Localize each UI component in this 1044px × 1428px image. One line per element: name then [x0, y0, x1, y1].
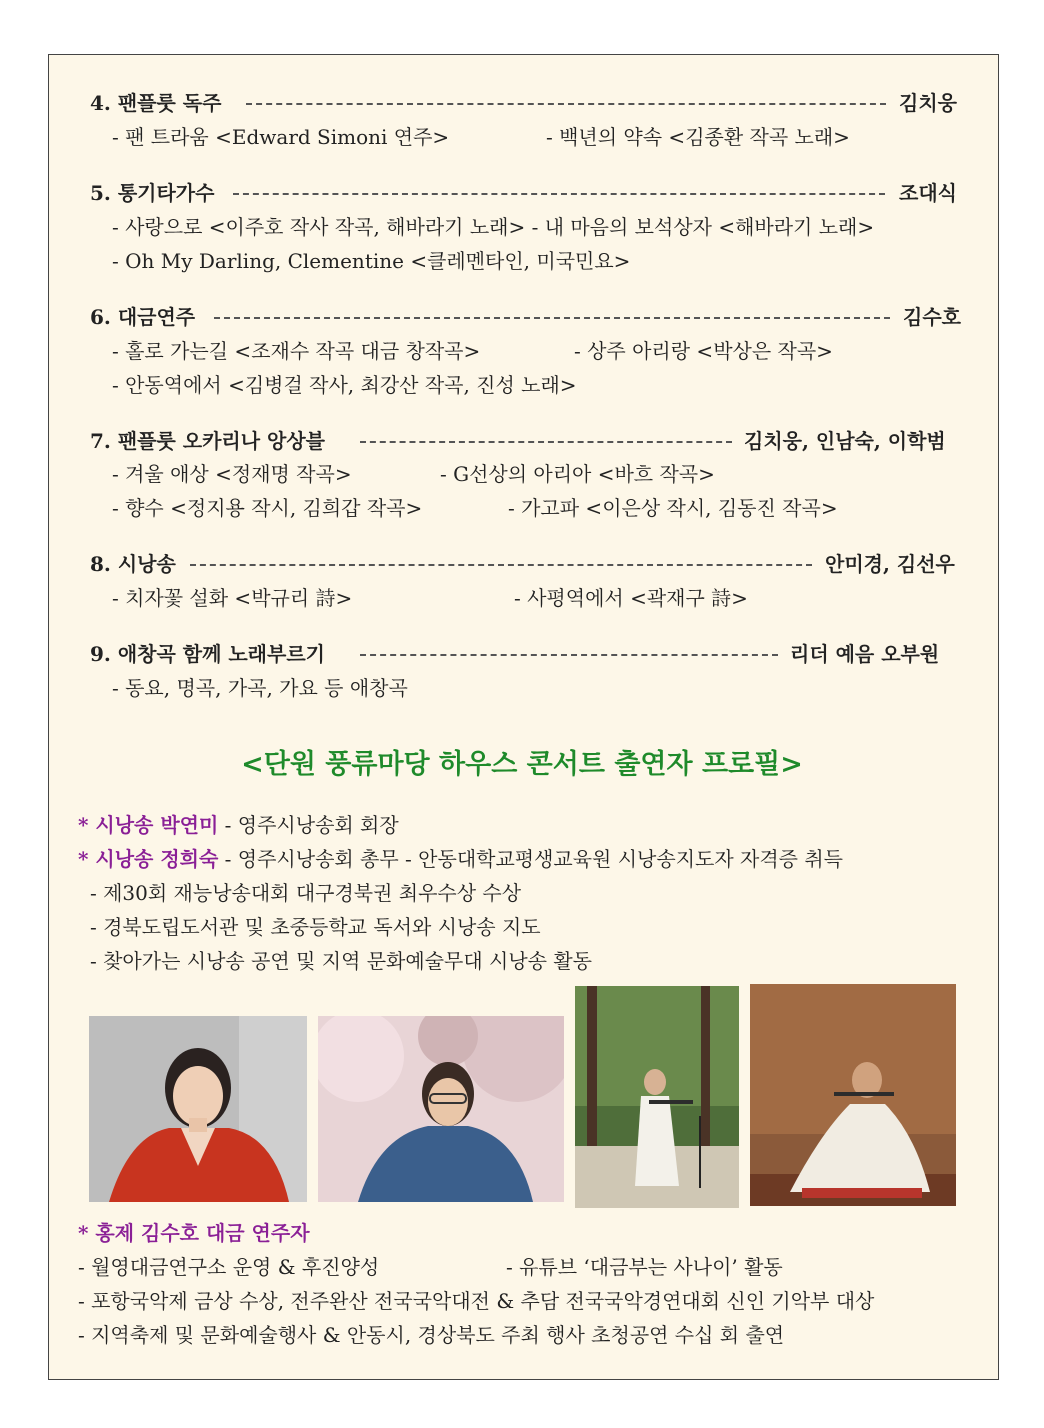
program-line: - 안동역에서 <김병걸 작사, 최강산 작곡, 진성 노래>	[112, 373, 577, 397]
profile-desc: - 영주시낭송회 총무 - 안동대학교평생교육원 시낭송지도자 자격증 취득	[218, 847, 843, 871]
dotted-leader	[190, 564, 812, 566]
photo-jeong-huisuk	[318, 1016, 564, 1202]
profile-name: * 시낭송 정희숙	[78, 847, 219, 871]
profile-name: * 시낭송 박연미	[78, 813, 219, 837]
dotted-leader	[246, 103, 886, 105]
dotted-leader	[214, 317, 890, 319]
photo-park-yeonmi	[89, 1016, 307, 1202]
program-title-9: 9. 애창곡 함께 노래부르기	[90, 642, 325, 666]
profile-kim-name: * 홍제 김수호 대금 연주자	[78, 1221, 310, 1245]
program-line: - 겨울 애상 <정재명 작곡>	[112, 462, 352, 486]
program-line: - G선상의 아리아 <바흐 작곡>	[440, 462, 715, 486]
program-title-7: 7. 팬플룻 오카리나 앙상블	[90, 429, 325, 453]
program-line: - 향수 <정지용 작시, 김희갑 작곡>	[112, 496, 423, 520]
program-line: - 상주 아리랑 <박상은 작곡>	[574, 339, 833, 363]
profile-item: - 유튜브 ‘대금부는 사나이’ 활동	[506, 1255, 783, 1279]
program-performer-5: 조대식	[899, 181, 957, 205]
program-line: - 동요, 명곡, 가곡, 가요 등 애창곡	[112, 676, 408, 700]
profile-item: - 제30회 재능낭송대회 대구경북권 최우수상 수상	[90, 881, 522, 905]
program-title-8: 8. 시낭송	[90, 552, 176, 576]
program-line: - 홀로 가는길 <조재수 작곡 대금 창작곡>	[112, 339, 481, 363]
program-performer-7: 김치웅, 인남숙, 이학범	[744, 429, 946, 453]
program-line: - 사평역에서 <곽재구 詩>	[514, 586, 748, 610]
profile-item: - 포항국악제 금상 수상, 전주완산 전국국악대전 & 추담 전국국악경연대회 신인 기악부 대상	[78, 1289, 875, 1313]
program-title-6: 6. 대금연주	[90, 305, 196, 329]
program-performer-9: 리더 예음 오부원	[790, 642, 940, 666]
program-line: - 가고파 <이은상 작시, 김동진 작곡>	[508, 496, 838, 520]
profile-desc: - 영주시낭송회 회장	[218, 813, 399, 837]
profile-jeong	[78, 846, 843, 872]
program-line: - 팬 트라움 <Edward Simoni 연주>	[112, 125, 450, 149]
dotted-leader	[360, 654, 778, 656]
profile-item: - 월영대금연구소 운영 & 후진양성	[78, 1255, 380, 1279]
profile-item: - 지역축제 및 문화예술행사 & 안동시, 경상북도 주최 행사 초청공연 수십 회 출연	[78, 1323, 785, 1347]
photo-kim-suho-stage	[750, 984, 956, 1206]
program-performer-6: 김수호	[903, 305, 961, 329]
program-line: - 사랑으로 <이주호 작사 작곡, 해바라기 노래> - 내 마음의 보석상자 <해바라기 노래>	[112, 215, 875, 239]
program-title-4: 4. 팬플룻 독주	[90, 91, 222, 115]
program-line: - Oh My Darling, Clementine <클레멘타인, 미국민요>	[112, 249, 631, 273]
profile-park	[78, 812, 399, 838]
photo-kim-suho-outdoor	[575, 986, 739, 1208]
profile-section-title: <단원 풍류마당 하우스 콘서트 출연자 프로필>	[241, 749, 803, 780]
dotted-leader	[233, 193, 885, 195]
program-performer-4: 김치웅	[899, 91, 957, 115]
program-line: - 치자꽃 설화 <박규리 詩>	[112, 586, 353, 610]
profile-item: - 경북도립도서관 및 초중등학교 독서와 시낭송 지도	[90, 915, 541, 939]
profile-item: - 찾아가는 시낭송 공연 및 지역 문화예술무대 시낭송 활동	[90, 949, 592, 973]
dotted-leader	[360, 441, 732, 443]
program-line: - 백년의 약속 <김종환 작곡 노래>	[546, 125, 850, 149]
program-title-5: 5. 통기타가수	[90, 181, 215, 205]
program-performer-8: 안미경, 김선우	[825, 552, 955, 576]
